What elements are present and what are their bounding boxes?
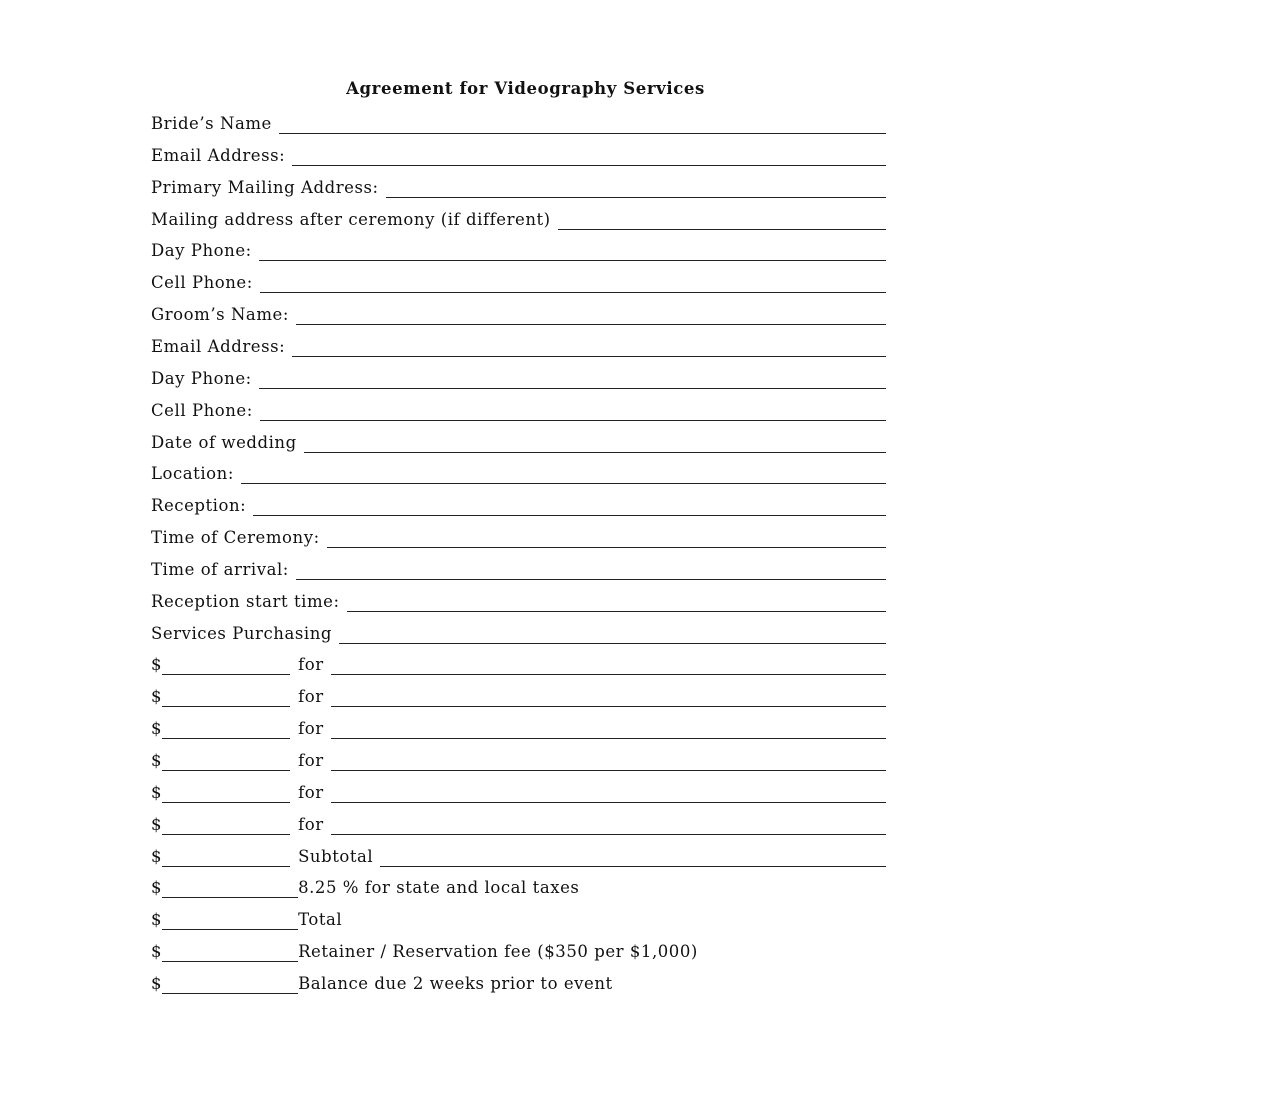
currency-symbol: $	[151, 751, 163, 770]
field-label: Mailing address after ceremony (if different)	[151, 209, 551, 229]
field-blank-line[interactable]	[296, 561, 886, 580]
field-blank-line[interactable]	[241, 465, 886, 484]
form-field-row	[151, 429, 886, 453]
line-item-row	[151, 747, 886, 771]
form-field-row	[151, 620, 886, 644]
currency-symbol: $	[151, 719, 163, 739]
amount-blank-line[interactable]	[162, 720, 290, 739]
line-item-row	[151, 843, 886, 867]
currency-symbol: $	[151, 846, 163, 866]
form-field-row	[151, 460, 886, 484]
line-item-label: Subtotal	[298, 846, 374, 866]
total-label: 8.25 % for state and local taxes	[298, 878, 580, 898]
amount-blank-line[interactable]	[162, 911, 298, 930]
amount-blank-line[interactable]	[162, 656, 290, 675]
document-title: Agreement for Videography Services	[346, 79, 705, 98]
form-field-row	[151, 237, 886, 261]
field-label: Services Purchasing	[151, 623, 332, 643]
line-item-row	[151, 683, 886, 707]
amount-blank-line[interactable]	[162, 879, 298, 898]
currency-symbol: $	[151, 782, 163, 802]
currency-symbol: $	[151, 910, 163, 930]
field-label: Time of arrival:	[151, 559, 289, 579]
amount-blank-line[interactable]	[162, 848, 290, 867]
field-label: Day Phone:	[151, 368, 252, 388]
total-label: Retainer / Reservation fee ($350 per $1,000)	[298, 942, 698, 962]
field-label: Reception start time:	[151, 591, 340, 611]
form-field-row	[151, 174, 886, 198]
field-label: Time of Ceremony:	[151, 528, 320, 548]
field-blank-line[interactable]	[327, 529, 886, 548]
field-label: Email Address:	[151, 145, 286, 165]
currency-symbol: $	[151, 814, 163, 834]
amount-blank-line[interactable]	[162, 816, 290, 835]
field-label: Cell Phone:	[151, 273, 253, 293]
form-field-row	[151, 142, 886, 166]
field-label: Location:	[151, 464, 234, 484]
field-blank-line[interactable]	[260, 402, 886, 421]
form-field-row	[151, 206, 886, 230]
total-row	[151, 970, 886, 994]
field-blank-line[interactable]	[279, 115, 886, 134]
line-item-label: for	[298, 782, 324, 802]
form-field-row	[151, 269, 886, 293]
total-label: Total	[298, 910, 343, 930]
field-label: Primary Mailing Address:	[151, 177, 379, 197]
currency-symbol: $	[151, 878, 163, 898]
line-item-label: for	[298, 814, 324, 834]
line-item-row	[151, 811, 886, 835]
amount-blank-line[interactable]	[162, 943, 298, 962]
line-item-row	[151, 715, 886, 739]
form-field-row	[151, 524, 886, 548]
form-field-row	[151, 333, 886, 357]
form-field-row	[151, 397, 886, 421]
field-blank-line[interactable]	[260, 274, 886, 293]
line-item-label: for	[298, 687, 324, 707]
field-label: Email Address:	[151, 336, 286, 356]
field-blank-line[interactable]	[259, 370, 886, 389]
amount-blank-line[interactable]	[162, 784, 290, 803]
field-label: Date of wedding	[151, 432, 297, 452]
field-blank-line[interactable]	[253, 497, 886, 516]
description-blank-line[interactable]	[331, 784, 886, 803]
amount-blank-line[interactable]	[162, 688, 290, 707]
field-blank-line[interactable]	[347, 593, 886, 612]
field-label: Cell Phone:	[151, 400, 253, 420]
total-row	[151, 874, 886, 898]
line-item-label: for	[298, 655, 324, 675]
form-field-row	[151, 110, 886, 134]
description-blank-line[interactable]	[331, 752, 886, 771]
amount-blank-line[interactable]	[162, 975, 298, 994]
currency-symbol: $	[151, 942, 163, 962]
form-field-row	[151, 492, 886, 516]
field-blank-line[interactable]	[558, 211, 886, 230]
form-field-row	[151, 556, 886, 580]
description-blank-line[interactable]	[380, 848, 886, 867]
description-blank-line[interactable]	[331, 656, 886, 675]
field-blank-line[interactable]	[304, 434, 886, 453]
line-item-row	[151, 651, 886, 675]
currency-symbol: $	[151, 687, 163, 707]
field-blank-line[interactable]	[292, 147, 886, 166]
form-field-row	[151, 588, 886, 612]
field-blank-line[interactable]	[339, 625, 886, 644]
form-field-row	[151, 301, 886, 325]
field-blank-line[interactable]	[296, 306, 886, 325]
field-label: Reception:	[151, 496, 247, 516]
description-blank-line[interactable]	[331, 816, 886, 835]
line-item-row	[151, 779, 886, 803]
amount-blank-line[interactable]	[162, 752, 290, 771]
field-blank-line[interactable]	[259, 242, 886, 261]
description-blank-line[interactable]	[331, 688, 886, 707]
form-field-row	[151, 365, 886, 389]
line-item-label: for	[298, 719, 324, 739]
total-row	[151, 906, 886, 930]
field-blank-line[interactable]	[292, 338, 886, 357]
currency-symbol: $	[151, 973, 163, 993]
field-label: Groom’s Name:	[151, 305, 289, 325]
field-blank-line[interactable]	[386, 179, 886, 198]
total-label: Balance due 2 weeks prior to event	[298, 973, 613, 993]
field-label: Day Phone:	[151, 241, 252, 261]
currency-symbol: $	[151, 655, 163, 675]
field-label: Bride’s Name	[151, 114, 272, 133]
description-blank-line[interactable]	[331, 720, 886, 739]
total-row	[151, 938, 886, 962]
line-item-label: for	[298, 751, 324, 770]
